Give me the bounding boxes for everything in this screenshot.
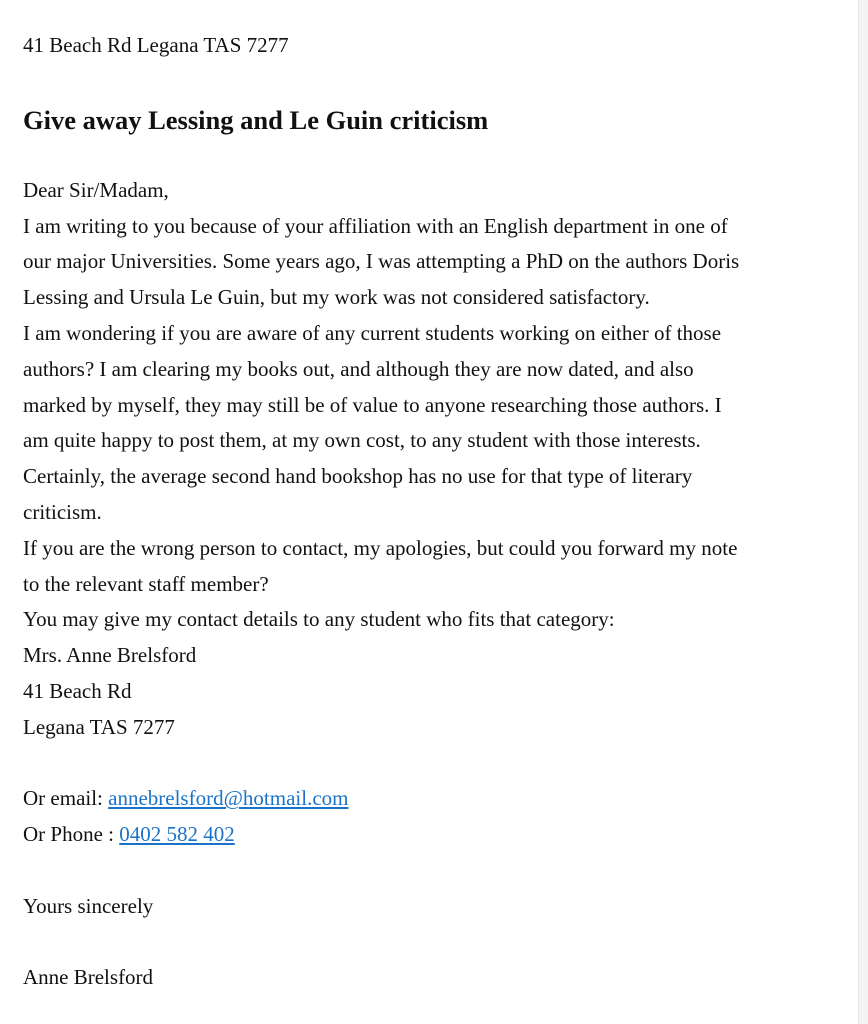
body-line: Certainly, the average second hand bookshop has no use for that type of literary [23, 464, 693, 489]
spacer [23, 925, 843, 961]
letter-subject: Give away Lessing and Le Guin criticism [23, 104, 489, 135]
phone-label: Or Phone : [23, 822, 120, 847]
phone-link[interactable]: 0402 582 402 [119, 822, 235, 847]
email-row [23, 781, 843, 817]
sender-address: 41 Beach Rd Legana TAS 7277 [23, 33, 289, 57]
spacer [23, 853, 843, 889]
closing: Yours sincerely [23, 893, 154, 918]
body-line: If you are the wrong person to contact, my apologies, but could you forward my note [23, 535, 738, 560]
phone-row [23, 817, 843, 853]
body-line: am quite happy to post them, at my own cost, to any student with those interests. [23, 428, 701, 453]
spacer [23, 746, 843, 782]
body-line: to the relevant staff member? [23, 571, 269, 596]
body-line: You may give my contact details to any student who fits that category: [23, 607, 615, 632]
contact-name: Mrs. Anne Brelsford [23, 643, 197, 668]
email-label: Or email: [23, 786, 109, 811]
body-line: criticism. [23, 499, 102, 524]
signature: Anne Brelsford [23, 965, 154, 990]
scrollbar-track[interactable] [859, 0, 868, 1024]
body-line: I am writing to you because of your affiliation with an English department in one of [23, 213, 728, 238]
contact-street: 41 Beach Rd [23, 678, 132, 703]
body-line: Lessing and Ursula Le Guin, but my work was not considered satisfactory. [23, 285, 650, 310]
body-line: our major Universities. Some years ago, I was attempting a PhD on the authors Doris [23, 249, 740, 274]
email-link[interactable]: annebrelsford@hotmail.com [108, 786, 349, 811]
body-line: marked by myself, they may still be of value to anyone researching those authors. I [23, 392, 722, 417]
letter-content [23, 28, 843, 996]
contact-suburb: Legana TAS 7277 [23, 714, 175, 739]
body-line: I am wondering if you are aware of any current students working on either of those [23, 320, 722, 345]
salutation: Dear Sir/Madam, [23, 177, 169, 202]
body-line: authors? I am clearing my books out, and although they are now dated, and also [23, 356, 694, 381]
letter-body [23, 173, 843, 996]
